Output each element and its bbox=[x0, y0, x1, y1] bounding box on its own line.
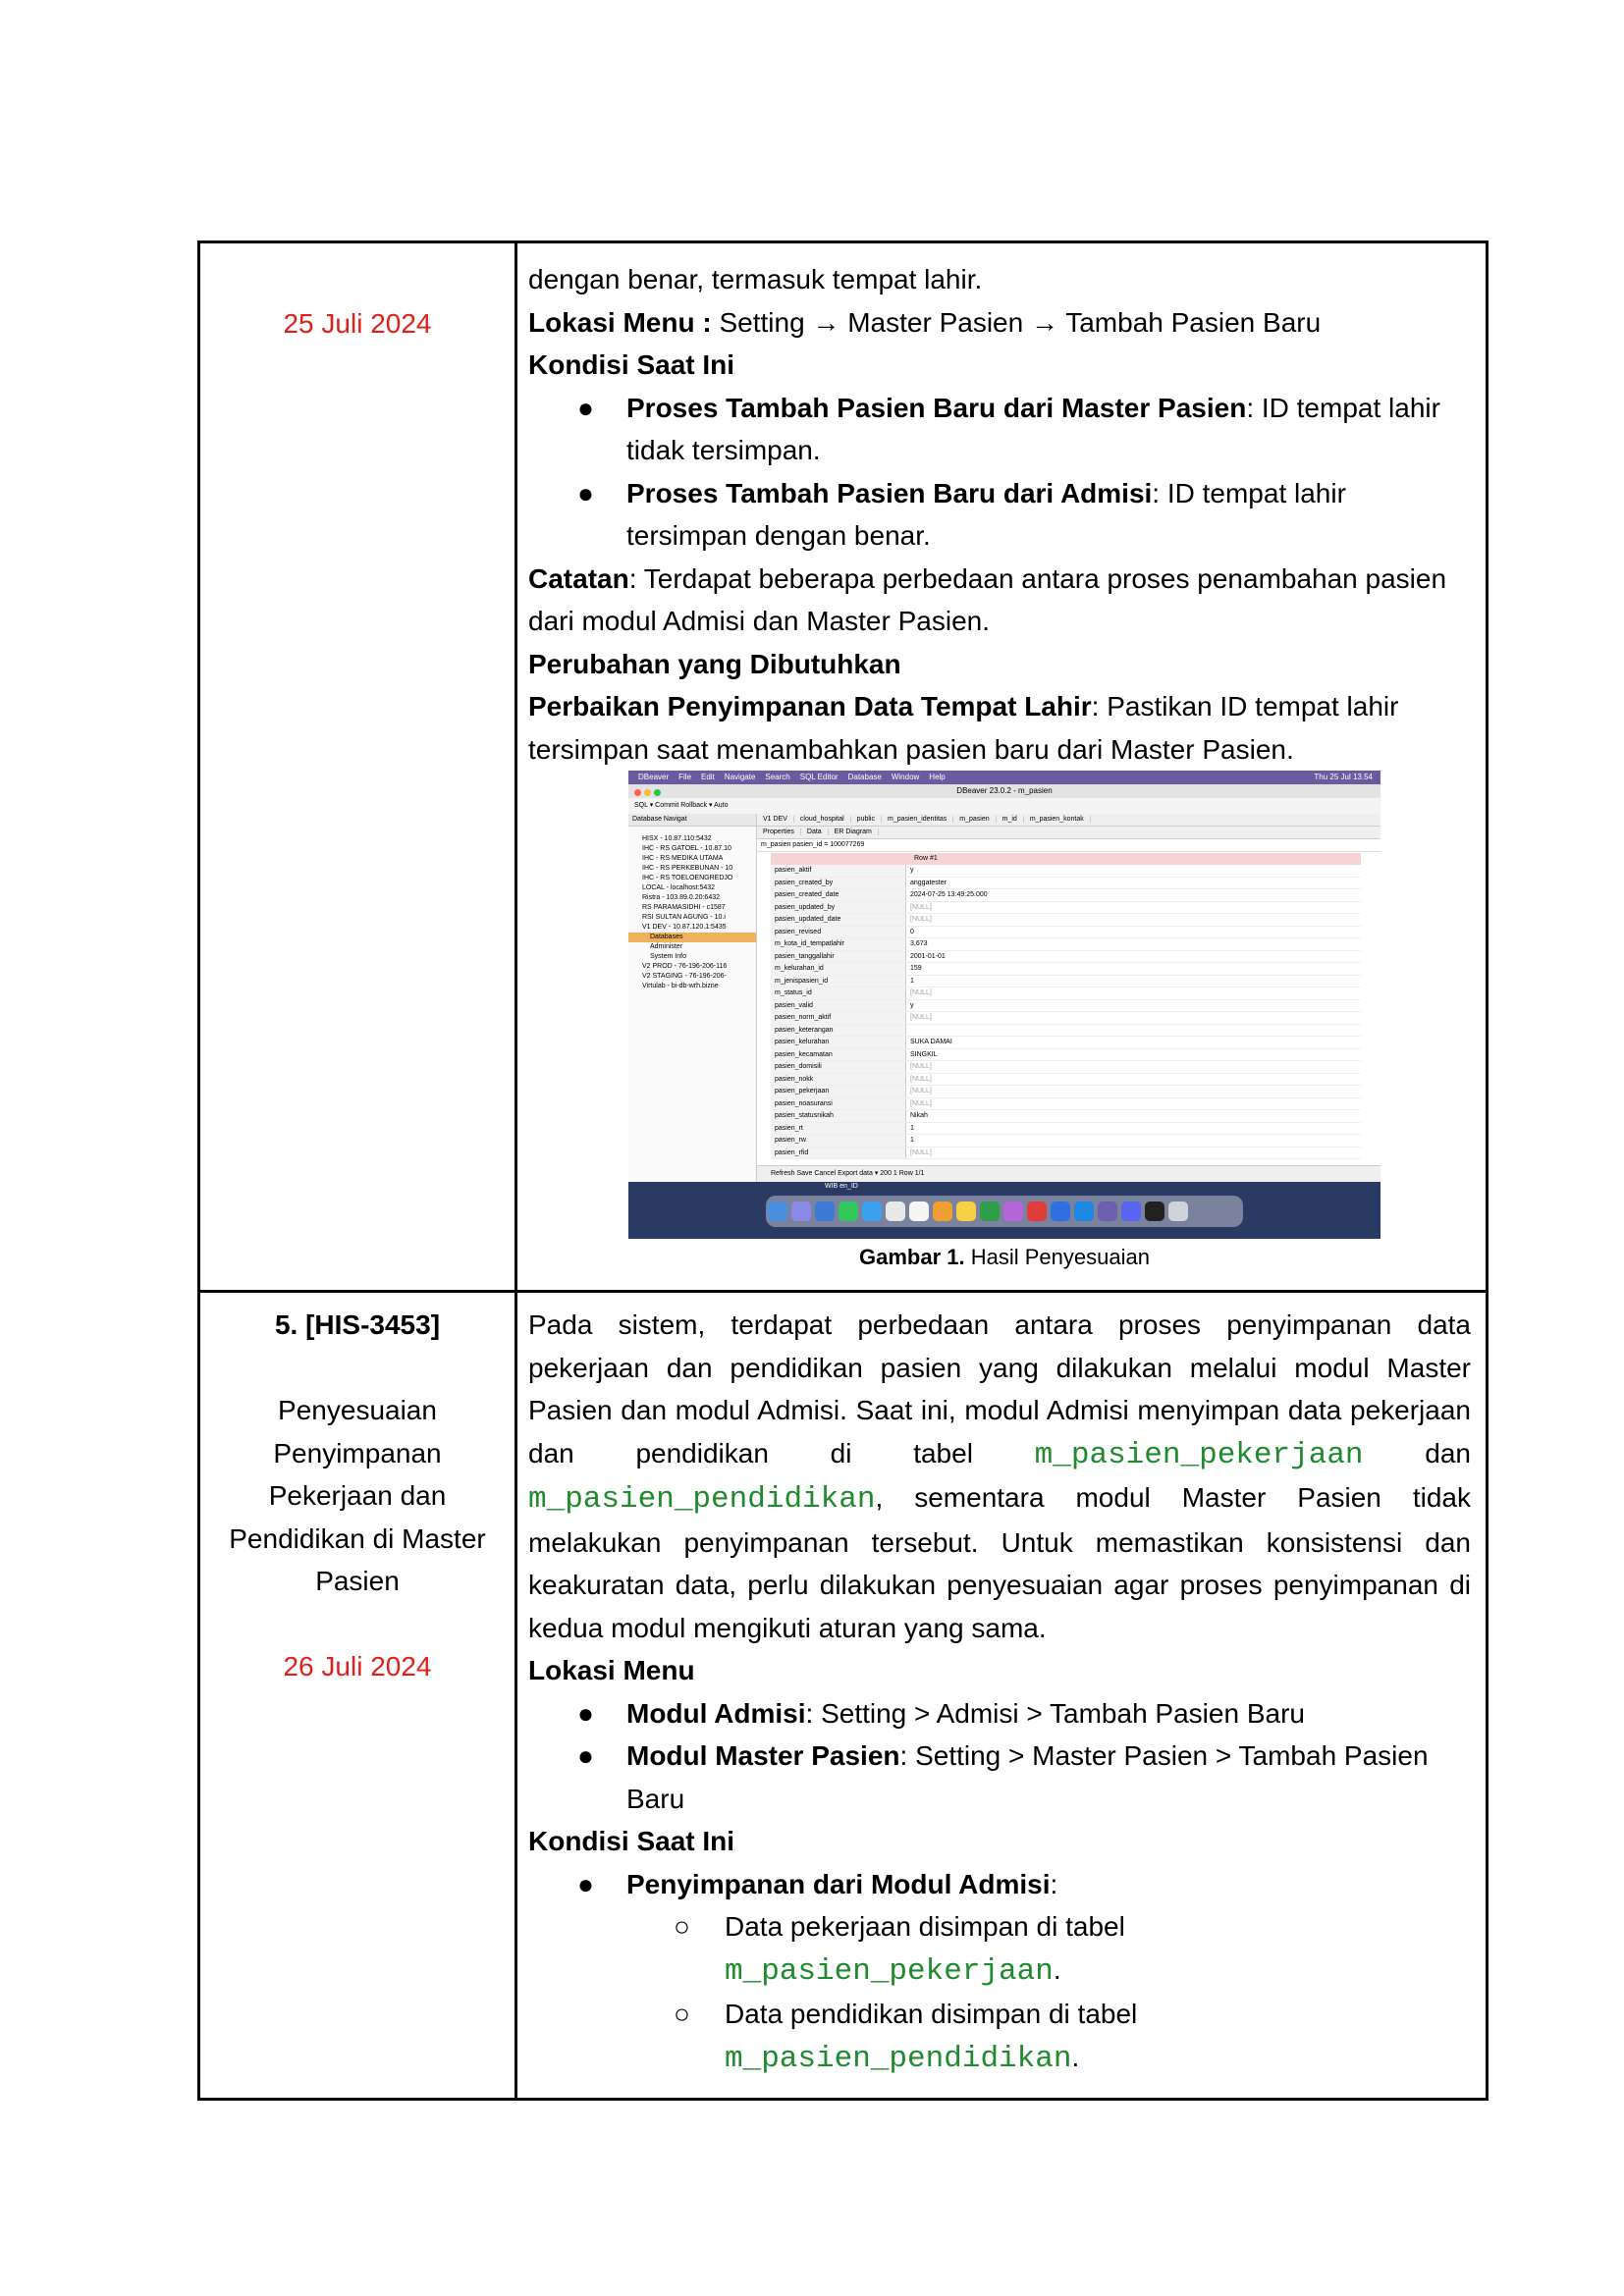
label: Perbaikan Penyimpanan Data Tempat Lahir bbox=[528, 691, 1092, 721]
heading-kondisi: Kondisi Saat Ini bbox=[528, 349, 735, 380]
nav-item-selected[interactable]: Databases bbox=[628, 933, 756, 942]
grid-row[interactable] bbox=[771, 938, 1361, 951]
grid-row[interactable] bbox=[771, 1037, 1361, 1049]
terminal-icon[interactable] bbox=[1145, 1201, 1164, 1221]
dbeaver-icon[interactable] bbox=[1098, 1201, 1117, 1221]
text: Data pendidikan disimpan di tabel bbox=[725, 1999, 1138, 2029]
code-table-name: m_pasien_pendidikan bbox=[528, 1482, 876, 1517]
tab[interactable]: m_pasien_identitas bbox=[882, 816, 953, 823]
field-name: pasien_revised bbox=[771, 927, 906, 938]
grid-row[interactable] bbox=[771, 889, 1361, 902]
grid-row[interactable] bbox=[771, 1148, 1361, 1160]
database-navigator bbox=[628, 814, 757, 1182]
menu-item[interactable]: Edit bbox=[701, 773, 715, 781]
column-divider bbox=[514, 243, 517, 2098]
field-name: pasien_rt bbox=[771, 1123, 906, 1135]
bullet-icon: ● bbox=[577, 1868, 594, 1899]
field-value[interactable]: [NULL] bbox=[910, 1099, 932, 1107]
field-name: pasien_valid bbox=[771, 1000, 906, 1012]
field-value[interactable]: SUKA DAMAI bbox=[910, 1039, 952, 1045]
bullet-text: : ID tempat lahir tersimpan dengan benar. bbox=[626, 477, 1346, 551]
subtab[interactable]: Properties bbox=[757, 828, 801, 835]
bullet-icon: ● bbox=[577, 1740, 594, 1771]
traffic-lights[interactable] bbox=[634, 787, 664, 801]
finder-icon[interactable] bbox=[768, 1201, 787, 1221]
status-bar[interactable]: Refresh Save Cancel Export data ▾ 200 1 Row 1/1 bbox=[757, 1165, 1380, 1182]
field-name: pasien_rfid bbox=[771, 1148, 906, 1159]
bullet-icon: ● bbox=[577, 477, 594, 508]
editor-pane bbox=[757, 814, 1380, 1182]
vscode-icon[interactable] bbox=[1074, 1201, 1094, 1221]
text: Pada sistem, terdapat perbedaan antara proses penyimpanan data pekerjaan dan pendidikan pasien yang dilakukan melalui modul Master Pasien dan modul Admisi. Saat ini, modul Admisi menyimpan data pekerjaan dan pendidikan di tabel bbox=[528, 1309, 1471, 1468]
grid-row[interactable] bbox=[771, 1098, 1361, 1111]
menu-item[interactable]: Database bbox=[847, 773, 882, 781]
editor-tabs bbox=[757, 814, 1380, 827]
grid-row[interactable] bbox=[771, 1000, 1361, 1013]
grid-row[interactable] bbox=[771, 963, 1361, 976]
code-table-name: m_pasien_pekerjaan bbox=[1034, 1437, 1364, 1472]
nav-item[interactable]: V2 STAGING - 76-196-206- bbox=[642, 973, 727, 980]
field-value[interactable]: y bbox=[910, 1001, 914, 1009]
menu-item[interactable]: Window bbox=[891, 773, 920, 781]
label: Catatan bbox=[528, 562, 629, 594]
editor-subtabs bbox=[757, 827, 1380, 839]
field-name: pasien_updated_by bbox=[771, 902, 906, 914]
code-table-name: m_pasien_pekerjaan bbox=[725, 1953, 1054, 1989]
sub-bullet-item bbox=[528, 1905, 1471, 1993]
row1-content bbox=[528, 258, 1471, 771]
bullet-bold: Proses Tambah Pasien Baru dari Admisi bbox=[626, 477, 1153, 508]
grid-row[interactable] bbox=[771, 1074, 1361, 1087]
perbaikan-line bbox=[528, 685, 1471, 771]
bullet-icon: ● bbox=[577, 1697, 594, 1729]
bullet-item bbox=[528, 387, 1471, 472]
grid-row[interactable] bbox=[771, 988, 1361, 1000]
grid-row[interactable] bbox=[771, 878, 1361, 890]
field-name: m_kelurahan_id bbox=[771, 963, 906, 975]
tab[interactable]: m_pasien bbox=[953, 816, 996, 823]
trash-icon[interactable] bbox=[1168, 1201, 1188, 1221]
bullet-text: : Setting > Master Pasien > Tambah Pasien Baru bbox=[626, 1740, 1429, 1814]
text: dan bbox=[1363, 1437, 1471, 1468]
navigator-header[interactable]: Database Navigat bbox=[628, 814, 756, 827]
row1-date: 25 Juli 2024 bbox=[283, 308, 432, 339]
value: : Pastikan ID tempat lahir tersimpan saat menambahkan pasien baru dari Master Pasien. bbox=[528, 691, 1399, 765]
filter-bar[interactable]: m_pasien pasien_id = 100077269 bbox=[757, 839, 1380, 852]
grid-row[interactable] bbox=[771, 1135, 1361, 1148]
field-name: pasien_created_date bbox=[771, 889, 906, 901]
ring-bullet-icon: ○ bbox=[674, 1999, 690, 2029]
heading-perubahan: Perubahan yang Dibutuhkan bbox=[528, 648, 901, 679]
field-value[interactable]: 1 bbox=[910, 1137, 914, 1144]
grid-row[interactable] bbox=[771, 976, 1361, 988]
field-name: m_status_id bbox=[771, 988, 906, 999]
grid-row[interactable] bbox=[771, 927, 1361, 939]
label: Lokasi Menu : bbox=[528, 306, 712, 338]
field-value[interactable]: SINGKIL bbox=[910, 1050, 938, 1058]
text: Data pekerjaan disimpan di tabel bbox=[725, 1911, 1125, 1942]
nav-item[interactable]: LOCAL - localhost:5432 bbox=[642, 884, 716, 891]
dbeaver-window bbox=[628, 784, 1380, 1182]
ticket-date: 26 Juli 2024 bbox=[283, 1651, 432, 1682]
menu-item[interactable]: SQL Editor bbox=[799, 773, 839, 781]
row-header: Row #1 bbox=[771, 853, 1361, 865]
grid-row[interactable] bbox=[771, 1123, 1361, 1136]
bullet-bold: Modul Master Pasien bbox=[626, 1740, 900, 1771]
figure-caption bbox=[628, 1243, 1380, 1272]
bullet-text: : ID tempat lahir tidak tersimpan. bbox=[626, 392, 1440, 465]
calendar-icon[interactable] bbox=[886, 1201, 905, 1221]
nav-item[interactable]: V1 DEV - 10.87.120.1:5435 bbox=[642, 924, 727, 931]
bullet-item bbox=[528, 1735, 1471, 1820]
reminders-icon[interactable] bbox=[909, 1201, 929, 1221]
figure-screenshot bbox=[628, 771, 1380, 1239]
lokasi-menu-line bbox=[528, 301, 1471, 345]
code-table-name: m_pasien_pendidikan bbox=[725, 2041, 1072, 2076]
ticket-id: 5. [HIS-3453] bbox=[274, 1309, 441, 1340]
field-name: pasien_rw bbox=[771, 1135, 906, 1147]
field-name: pasien_updated_date bbox=[771, 914, 906, 926]
row-divider bbox=[200, 1290, 1486, 1293]
field-value[interactable]: 159 bbox=[910, 965, 922, 972]
menu-item[interactable]: Help bbox=[929, 773, 946, 781]
bullet-bold: Penyimpanan dari Modul Admisi bbox=[626, 1868, 1051, 1899]
safari-icon[interactable] bbox=[815, 1201, 835, 1221]
nav-item[interactable]: IHC - RS PERKEBUNAN - 10 bbox=[642, 865, 733, 872]
podcasts-icon[interactable] bbox=[1003, 1201, 1023, 1221]
nav-item[interactable]: System Info bbox=[650, 953, 686, 960]
field-name: m_jenispasien_id bbox=[771, 976, 906, 988]
row2-meta bbox=[200, 1304, 514, 1688]
discord-icon[interactable] bbox=[1121, 1201, 1141, 1221]
text: . bbox=[1071, 2041, 1080, 2072]
field-value[interactable]: 1 bbox=[910, 1124, 914, 1132]
field-value[interactable]: [NULL] bbox=[910, 1075, 932, 1083]
tab[interactable]: m_id bbox=[997, 816, 1024, 823]
grid-row[interactable] bbox=[771, 1012, 1361, 1025]
nav-item[interactable]: IHC - RS TOELOENGREDJO bbox=[642, 875, 733, 881]
window-title: DBeaver 23.0.2 - m_pasien bbox=[956, 786, 1053, 795]
field-value[interactable]: 1 bbox=[910, 977, 914, 985]
mac-menubar bbox=[628, 771, 1380, 784]
messages-icon[interactable] bbox=[839, 1201, 858, 1221]
field-value[interactable]: [NULL] bbox=[910, 1088, 932, 1095]
grid-row[interactable] bbox=[771, 1025, 1361, 1038]
caption-label: Gambar 1. bbox=[859, 1245, 965, 1269]
subtab[interactable]: Data bbox=[801, 828, 829, 835]
field-value[interactable] bbox=[906, 1027, 910, 1034]
bullet-bold: Modul Admisi bbox=[626, 1697, 806, 1729]
field-name: pasien_kecamatan bbox=[771, 1049, 906, 1061]
ring-bullet-icon: ○ bbox=[674, 1911, 690, 1942]
grid-row[interactable] bbox=[771, 914, 1361, 927]
tab[interactable]: public bbox=[851, 816, 882, 823]
window-titlebar bbox=[628, 784, 1380, 798]
field-value[interactable]: Nikah bbox=[910, 1112, 928, 1119]
nav-item[interactable]: HISX - 10.87.110:5432 bbox=[642, 835, 712, 842]
nav-item[interactable]: Ristra - 103.89.0.20:6432 bbox=[642, 894, 720, 901]
grid-row[interactable] bbox=[771, 1086, 1361, 1098]
field-name: pasien_keterangan bbox=[771, 1025, 906, 1037]
field-name: pasien_kelurahan bbox=[771, 1037, 906, 1048]
subtab[interactable]: ER Diagram bbox=[829, 828, 879, 835]
appstore-icon[interactable] bbox=[1051, 1201, 1070, 1221]
field-name: pasien_created_by bbox=[771, 878, 906, 889]
field-name: pasien_statusnikah bbox=[771, 1110, 906, 1122]
value: : Terdapat beberapa perbedaan antara proses penambahan pasien dari modul Admisi dan Master Pasien. bbox=[528, 562, 1447, 636]
caption-text: Hasil Penyesuaian bbox=[964, 1245, 1150, 1269]
notes-icon[interactable] bbox=[956, 1201, 976, 1221]
paragraph bbox=[528, 1304, 1471, 1649]
nav-item[interactable]: IHC - RS MEDIKA UTAMA bbox=[642, 855, 724, 862]
heading-lokasi: Lokasi Menu bbox=[528, 1655, 695, 1685]
field-name: pasien_norm_aktif bbox=[771, 1012, 906, 1024]
row2-content bbox=[528, 1304, 1471, 2080]
field-name: pasien_noasuransi bbox=[771, 1098, 906, 1110]
bullet-text: : Setting > Admisi > Tambah Pasien Baru bbox=[805, 1697, 1305, 1729]
field-value[interactable]: 0 bbox=[910, 928, 914, 935]
field-value[interactable]: 2001-01-01 bbox=[910, 952, 946, 960]
menu-item[interactable]: File bbox=[678, 773, 692, 781]
field-value[interactable]: [NULL] bbox=[910, 1063, 932, 1070]
grid-row[interactable] bbox=[771, 1110, 1361, 1123]
nav-item[interactable]: RSI SULTAN AGUNG - 10.i bbox=[642, 914, 726, 921]
ticket-title-line: Penyesuaian bbox=[278, 1395, 437, 1425]
bullet-bold: Proses Tambah Pasien Baru dari Master Pasien bbox=[626, 392, 1247, 423]
field-value[interactable]: [NULL] bbox=[910, 989, 932, 996]
ticket-title-line: Pendidikan di Master bbox=[229, 1522, 486, 1554]
bullet-item bbox=[528, 1863, 1471, 1906]
nav-item[interactable]: IHC - RS GATOEL - 10.87.10 bbox=[642, 845, 731, 852]
field-value[interactable]: [NULL] bbox=[910, 1014, 932, 1021]
field-value[interactable]: 2024-07-25 13:49:25.000 bbox=[910, 891, 988, 898]
ticket-title-line: Pasien bbox=[315, 1566, 400, 1596]
bullet-text: : bbox=[1050, 1868, 1058, 1899]
mac-dock bbox=[766, 1196, 1243, 1227]
value: Setting → Master Pasien → Tambah Pasien Baru bbox=[711, 306, 1322, 338]
field-value[interactable]: anggatester bbox=[910, 879, 947, 886]
main-toolbar[interactable]: SQL ▾ Commit Rollback ▾ Auto bbox=[628, 798, 1380, 815]
music-icon[interactable] bbox=[1027, 1201, 1047, 1221]
locale-indicator: WIB en_ID bbox=[825, 1183, 858, 1190]
photos-icon[interactable] bbox=[933, 1201, 952, 1221]
field-name: pasien_tanggallahir bbox=[771, 951, 906, 963]
grid-row[interactable] bbox=[771, 1061, 1361, 1074]
launchpad-icon[interactable] bbox=[791, 1201, 811, 1221]
grid-row[interactable] bbox=[771, 951, 1361, 964]
field-value[interactable]: [NULL] bbox=[910, 1148, 932, 1156]
grid-row[interactable] bbox=[771, 1049, 1361, 1062]
nav-item[interactable]: RS PARAMASIDHI - c1587 bbox=[642, 904, 726, 911]
bullet-item bbox=[528, 472, 1471, 558]
nav-item[interactable]: Administer bbox=[650, 943, 683, 950]
nav-item[interactable]: V2 PROD - 76-196-206-116 bbox=[642, 963, 728, 970]
bullet-item bbox=[528, 1692, 1471, 1735]
field-value[interactable]: 3,673 bbox=[910, 940, 928, 947]
field-value[interactable]: y bbox=[910, 867, 914, 874]
ticket-title-line: Pekerjaan dan bbox=[268, 1480, 447, 1511]
field-name: pasien_domisili bbox=[771, 1061, 906, 1073]
clock: Thu 25 Jul 13.54 bbox=[1314, 773, 1373, 781]
field-name: m_kota_id_tempatlahir bbox=[771, 938, 906, 950]
grid-row[interactable] bbox=[771, 865, 1361, 878]
text-line: dengan benar, termasuk tempat lahir. bbox=[528, 264, 983, 294]
field-value[interactable]: [NULL] bbox=[910, 903, 932, 911]
field-value[interactable]: [NULL] bbox=[910, 916, 932, 923]
menu-item[interactable]: Navigate bbox=[724, 773, 756, 781]
text: , sementara modul Master Pasien tidak melakukan penyimpanan tersebut. Untuk memastikan konsistensi dan keakuratan data, perlu dilakukan penyesuaian agar proses penyimpanan di kedua modul mengikuti aturan yang sama. bbox=[528, 1482, 1471, 1643]
record-grid bbox=[771, 853, 1361, 1166]
field-name: pasien_aktif bbox=[771, 865, 906, 877]
grid-row[interactable] bbox=[771, 902, 1361, 915]
tab[interactable]: cloud_hospital bbox=[794, 816, 851, 823]
field-name: pasien_pekerjaan bbox=[771, 1086, 906, 1097]
menu-item[interactable]: DBeaver bbox=[638, 773, 670, 781]
nav-item[interactable]: Virtulab - bi-db-wrh.bizne bbox=[642, 983, 719, 989]
ticket-title-line: Penyimpanan bbox=[273, 1437, 442, 1468]
menu-item[interactable]: Search bbox=[765, 773, 790, 781]
field-name: pasien_nokk bbox=[771, 1074, 906, 1086]
bullet-icon: ● bbox=[577, 392, 594, 423]
catatan-line bbox=[528, 558, 1471, 643]
heading-kondisi: Kondisi Saat Ini bbox=[528, 1826, 735, 1856]
tab[interactable]: V1 DEV bbox=[757, 816, 794, 823]
sub-bullet-item bbox=[528, 1993, 1471, 2080]
whatsapp-icon[interactable] bbox=[980, 1201, 1000, 1221]
text: . bbox=[1053, 1953, 1061, 1985]
mail-icon[interactable] bbox=[862, 1201, 882, 1221]
tab[interactable]: m_pasien_kontak bbox=[1024, 816, 1091, 823]
